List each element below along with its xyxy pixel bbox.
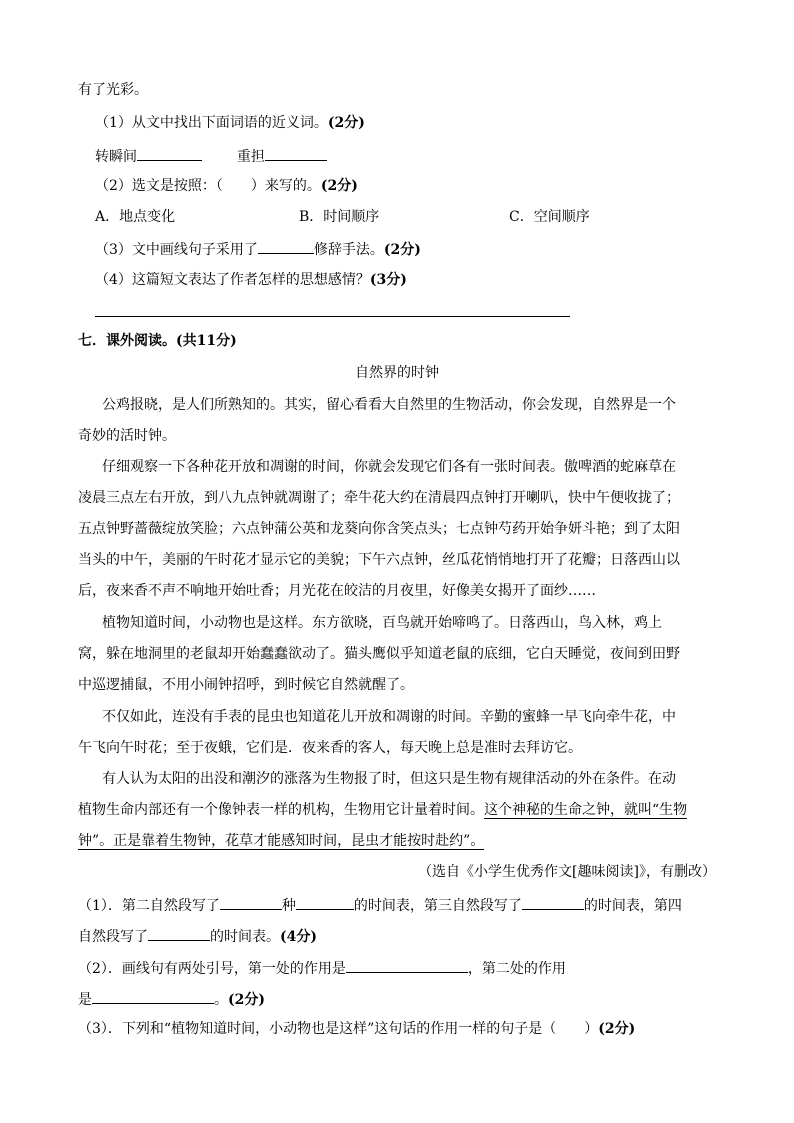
answer-blank[interactable]	[92, 988, 214, 1004]
paragraph-line	[78, 831, 484, 851]
underlined-sentence: 钟”。正是靠着生物钟，花草才能感知时间，昆虫才能按时赴约”。	[78, 833, 485, 849]
question-text: 是	[78, 992, 92, 1008]
paragraph-line	[102, 457, 676, 477]
paragraph-line	[78, 426, 176, 446]
question-text: （2）．画线句有两处引号，第一处的作用是	[78, 961, 346, 977]
question-text: （2）选文是按照：（ ）来写的。	[95, 178, 321, 194]
underlined-sentence: 这个神秘的生命之钟，就叫“生物	[484, 802, 688, 818]
answer-blank[interactable]	[522, 894, 584, 910]
passage-title-text: 自然界的时钟	[355, 365, 439, 381]
question-text: （3）文中画线句子采用了	[95, 242, 258, 258]
option-text: A．地点变化	[95, 209, 176, 225]
question-7-3	[78, 1019, 635, 1039]
paragraph-line	[102, 707, 676, 727]
question-text: 的时间表，第四	[583, 898, 682, 914]
option-b[interactable]	[299, 207, 379, 227]
score-label: (2分)	[383, 242, 421, 258]
option-c[interactable]	[509, 207, 590, 227]
answer-blank[interactable]	[148, 925, 210, 941]
question-7-2	[78, 957, 566, 979]
answer-blank[interactable]	[296, 894, 354, 910]
question-text: 自然段写了	[78, 929, 148, 945]
section-heading-text: 七．课外阅读。(共11分)	[78, 333, 237, 349]
score-label: (4分)	[280, 929, 317, 945]
question-6-1	[95, 113, 365, 133]
question-text: （4）这篇短文表达了作者怎样的思想感情？	[95, 272, 370, 288]
question-text: ，第二处的作用	[467, 961, 566, 977]
option-a[interactable]	[95, 207, 175, 227]
word-label: 转瞬间	[95, 149, 137, 165]
score-label: (3分)	[369, 272, 407, 288]
answer-blank[interactable]	[346, 957, 468, 973]
score-label: (2分)	[228, 992, 265, 1008]
score-label: (2分)	[320, 178, 358, 194]
question-6-4	[95, 270, 407, 290]
question-7-2-cont	[78, 988, 265, 1010]
question-text: 修辞手法。	[313, 242, 384, 258]
question-text: （1）．第二自然段写了	[78, 898, 220, 914]
paragraph-text: 植物生命内部还有一个像钟表一样的机构，生物用它计量着时间。	[78, 802, 484, 818]
paragraph-line	[78, 581, 596, 601]
paragraph-text: 窝，躲在地洞里的老鼠却开始蠢蠢欲动了。猫头鹰似乎知道老鼠的底细，它白天睡觉，夜间到田野	[78, 646, 680, 662]
question-text: 的时间表。	[210, 929, 280, 945]
paragraph-text: 植物知道时间，小动物也是这样。东方欲晓，百鸟就开始啼鸣了。日落西山，鸟入林，鸡上	[102, 615, 662, 631]
paragraph-line	[78, 550, 680, 570]
paragraph-text: 有人认为太阳的出没和潮汐的涨落为生物报了时，但这只是生物有规律活动的外在条件。在动	[102, 771, 676, 787]
paragraph-line	[78, 519, 680, 539]
paragraph-text: 午飞向午时花；至于夜蛾，它们是．夜来香的客人，每天晚上总是准时去拜访它。	[78, 740, 582, 756]
section-heading	[78, 331, 237, 351]
answer-line[interactable]	[95, 316, 570, 317]
question-text: 。	[214, 992, 228, 1008]
paragraph-text: 仔细观察一下各种花开放和凋谢的时间，你就会发现它们各有一张时间表。傲啤酒的蛇麻草在	[102, 459, 676, 475]
question-6-2	[95, 176, 358, 196]
option-text: B．时间顺序	[299, 209, 380, 225]
passage-title	[0, 363, 794, 383]
paragraph-line	[102, 613, 662, 633]
paragraph-text: 凌晨三点左右开放，到八九点钟就凋谢了；牵牛花大约在清晨四点钟打开喇叭，快中午便收拢了；	[78, 490, 680, 506]
source-text: （选自《小学生优秀作文[趣味阅读]》，有删改）	[418, 864, 716, 880]
paragraph-text: 奇妙的活时钟。	[78, 428, 176, 444]
question-6-1-answers	[95, 145, 327, 167]
question-7-1-cont	[78, 925, 317, 947]
paragraph-line	[78, 738, 582, 758]
question-text: 的时间表，第三自然段写了	[353, 898, 522, 914]
answer-blank[interactable]	[220, 894, 282, 910]
question-text: （1）从文中找出下面词语的近义词。	[95, 115, 328, 131]
question-7-1	[78, 894, 682, 916]
option-text: C．空间顺序	[509, 209, 590, 225]
answer-blank[interactable]	[265, 145, 327, 161]
passage-tail-text: 有了光彩。	[78, 82, 148, 98]
source-citation	[0, 862, 716, 882]
word-label: 重担	[236, 149, 265, 165]
paragraph-text: 五点钟野蔷薇绽放笑脸；六点钟蒲公英和龙葵向你含笑点头；七点钟芍药开始争妍斗艳；到了太阳	[78, 521, 680, 537]
paragraph-line	[78, 488, 680, 508]
paragraph-line	[102, 769, 676, 789]
paragraph-text: 后，夜来香不声不响地开始吐香；月光花在皎洁的月夜里，好像美女揭开了面纱……	[78, 583, 596, 599]
answer-blank[interactable]	[258, 238, 314, 254]
question-6-3	[95, 238, 421, 260]
score-label: (2分)	[327, 115, 365, 131]
answer-blank[interactable]	[137, 145, 202, 161]
paragraph-line	[102, 395, 676, 415]
passage-tail	[78, 80, 148, 100]
question-text: 种	[281, 898, 296, 914]
paragraph-text: 中巡逻捕鼠，不用小闹钟招呼，到时候它自然就醒了。	[78, 677, 414, 693]
paragraph-line	[78, 800, 687, 820]
paragraph-line	[78, 675, 414, 695]
paragraph-line	[78, 644, 680, 664]
score-label: (2分)	[598, 1021, 636, 1037]
question-text: （3）．下列和“植物知道时间，小动物也是这样”这句话的作用一样的句子是（ ）	[78, 1021, 599, 1037]
paragraph-text: 公鸡报晓，是人们所熟知的。其实，留心看看大自然里的生物活动，你会发现，自然界是一个	[102, 397, 676, 413]
paragraph-text: 当头的中午，美丽的午时花才显示它的美貌；下午六点钟，丝瓜花悄悄地打开了花瓣；日落西山以	[78, 552, 680, 568]
paragraph-text: 不仅如此，连没有手表的昆虫也知道花儿开放和凋谢的时间。辛勤的蜜蜂一早飞向牵牛花，中	[102, 709, 676, 725]
